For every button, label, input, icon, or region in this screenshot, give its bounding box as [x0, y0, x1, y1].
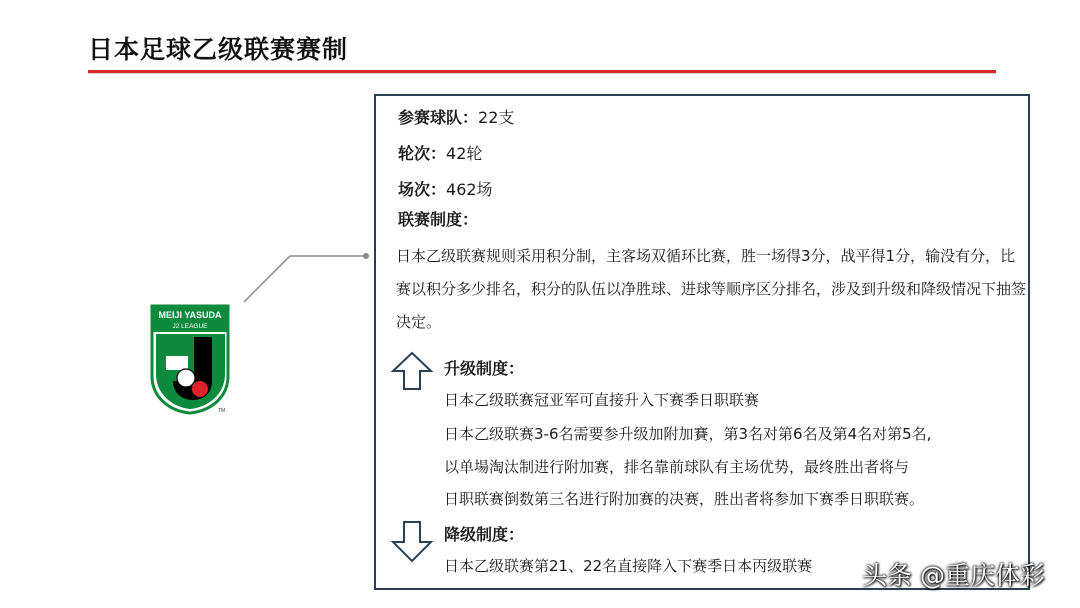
- system-label: 联赛制度：: [398, 210, 479, 229]
- relegation-heading: 降级制度：: [444, 525, 525, 544]
- rounds-label: 轮次：: [398, 144, 447, 163]
- title-underline-shadow: [88, 73, 996, 74]
- connector-line: [240, 250, 375, 310]
- up-arrow-icon: [390, 351, 434, 391]
- system-row: [398, 210, 478, 230]
- rounds-row: [398, 144, 482, 164]
- rounds-value: 42轮: [446, 144, 483, 163]
- info-panel: [374, 94, 1030, 590]
- watermark: 头条 @重庆体彩: [862, 561, 1045, 590]
- promotion-line-2: 日本乙级联赛3-6名需要参升级加附加賽，第3名对第6名及第4名对第5名,: [444, 425, 932, 443]
- j2-league-logo: [150, 304, 232, 416]
- down-arrow-icon: [390, 520, 434, 564]
- page-title: 日本足球乙级联赛赛制: [88, 35, 349, 64]
- matches-label: 场次：: [398, 180, 447, 199]
- promotion-line-3: 以单場淘汰制进行附加赛，排名靠前球队有主场优势，最终胜出者将与: [444, 458, 910, 476]
- teams-label: 参赛球队：: [398, 108, 479, 127]
- relegation-line-1: 日本乙级联赛第21、22名直接降入下赛季日本丙级联赛: [444, 557, 813, 575]
- matches-row: [398, 180, 493, 200]
- promotion-line-4: 日职联赛倒数第三名进行附加赛的决赛，胜出者将参加下赛季日职联赛。: [444, 490, 925, 508]
- logo-trademark: TM: [218, 408, 226, 414]
- teams-row: [398, 108, 514, 128]
- promotion-heading: 升级制度：: [444, 359, 525, 378]
- matches-value: 462场: [446, 180, 493, 199]
- teams-value: 22支: [478, 108, 515, 127]
- promotion-line-1: 日本乙级联赛冠亚军可直接升入下赛季日职联赛: [444, 391, 760, 409]
- system-description: 日本乙级联赛规则采用积分制，主客场双循环比赛，胜一场得3分，战平得1分，输没有分，比赛以积分多少排名，积分的队伍以净胜球、进球等顺序区分排名，涉及到升级和降级情况下抽签决定。: [396, 247, 1027, 331]
- logo-text-line1: MEIJI YASUDA: [158, 310, 222, 320]
- logo-text-line2: J2 LEAGUE: [172, 323, 208, 330]
